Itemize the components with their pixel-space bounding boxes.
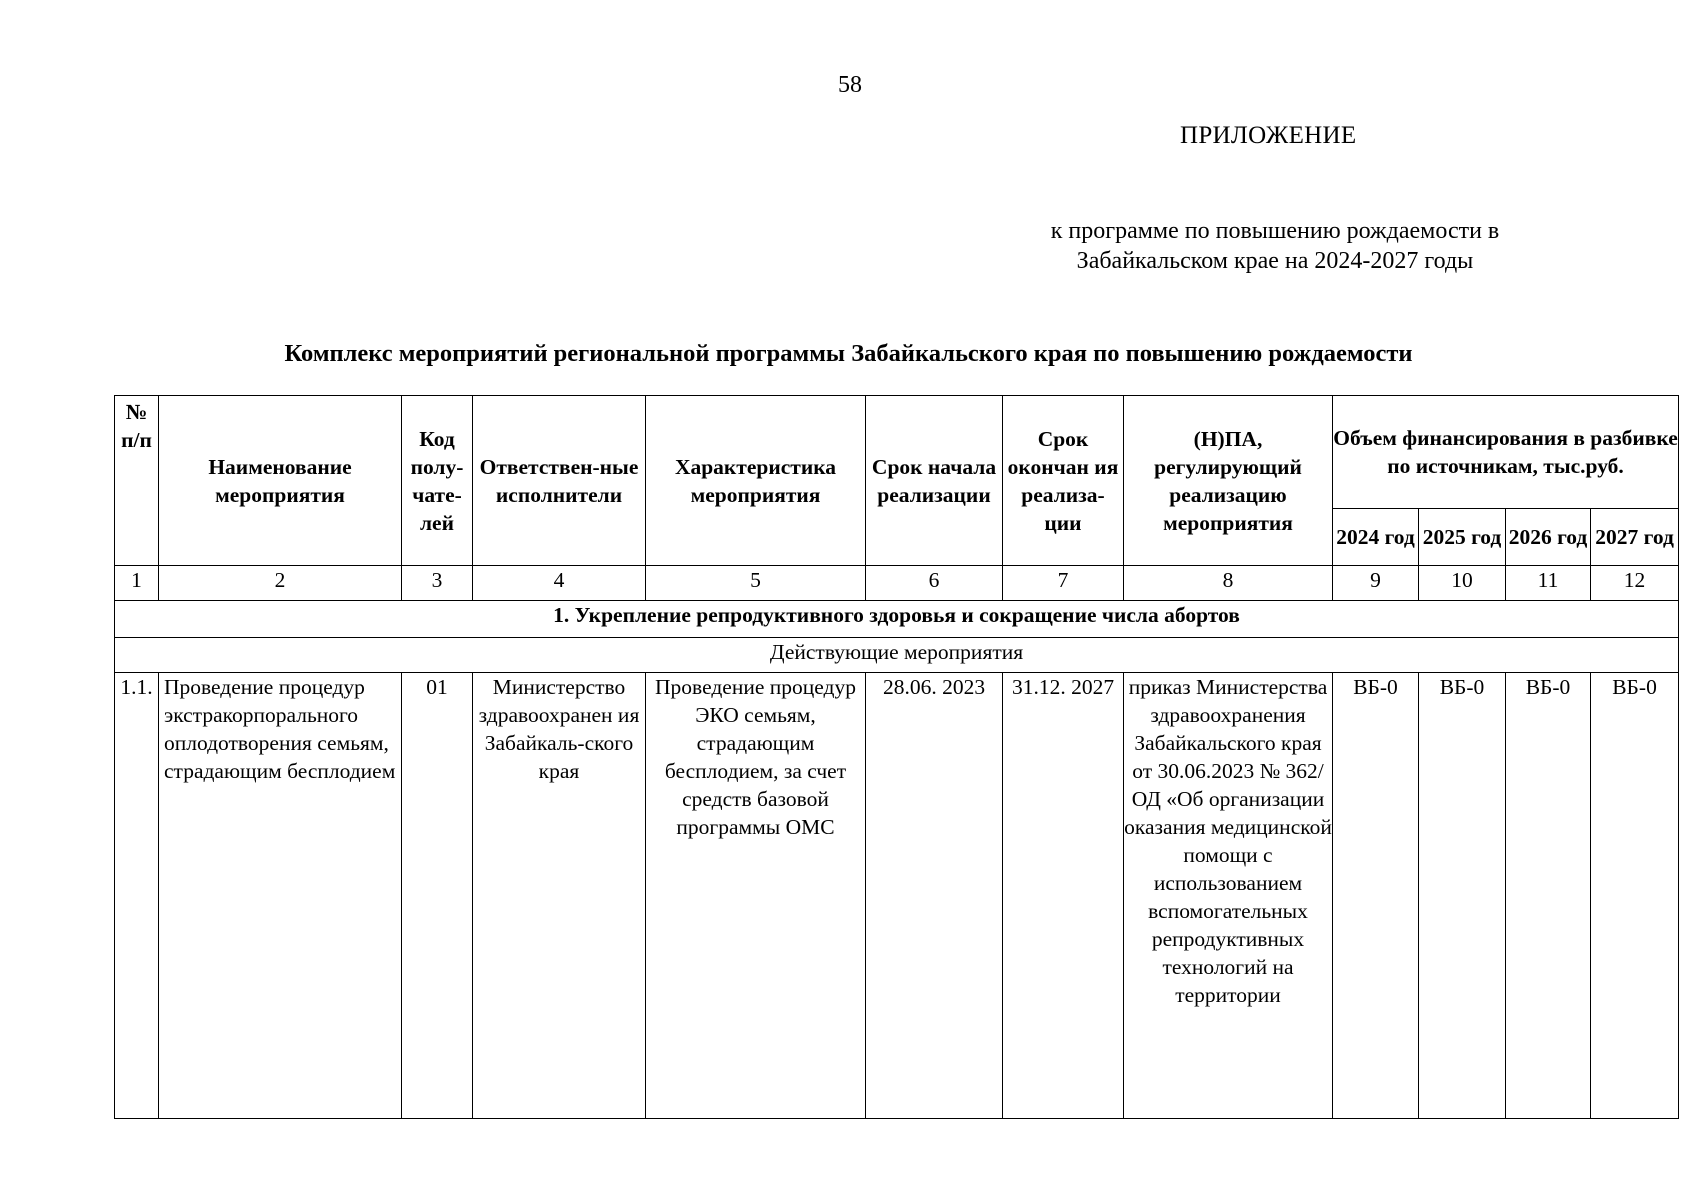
header-end: Срок окончан ия реализа-ции xyxy=(1003,396,1124,566)
subsection-row xyxy=(115,638,1679,673)
column-number: 5 xyxy=(646,566,866,601)
header-year-2026: 2026 год xyxy=(1506,509,1591,566)
header-year-2027: 2027 год xyxy=(1591,509,1679,566)
page-number: 58 xyxy=(838,72,862,98)
column-number-row xyxy=(115,566,1679,601)
header-funding: Объем финансирования в разбивке по источникам, тыс.руб. xyxy=(1333,396,1679,509)
table-row xyxy=(115,673,1679,1119)
header-responsible: Ответствен-ные исполнители xyxy=(473,396,646,566)
column-number: 10 xyxy=(1419,566,1506,601)
header-characteristic: Характеристика мероприятия xyxy=(646,396,866,566)
column-number: 2 xyxy=(159,566,402,601)
column-number: 11 xyxy=(1506,566,1591,601)
appendix-title: ПРИЛОЖЕНИЕ xyxy=(1180,122,1357,149)
section-title: 1. Укрепление репродуктивного здоровья и сокращение числа абортов xyxy=(115,601,1679,638)
row-name: Проведение процедур экстракорпорального оплодотворения семьям, страдающим бесплодием xyxy=(159,673,402,1119)
column-number: 12 xyxy=(1591,566,1679,601)
column-number: 4 xyxy=(473,566,646,601)
row-end: 31.12. 2027 xyxy=(1003,673,1124,1119)
subsection-title: Действующие мероприятия xyxy=(115,638,1679,673)
row-code: 01 xyxy=(402,673,473,1119)
column-number: 3 xyxy=(402,566,473,601)
row-funding-2024: ВБ-0 xyxy=(1333,673,1419,1119)
header-num: № п/п xyxy=(115,396,159,566)
header-npa: (Н)ПА, регулирующий реализацию мероприятия xyxy=(1124,396,1333,566)
row-npa: приказ Министерства здравоохранения Забайкальского края от 30.06.2023 № 362/ОД «Об организации оказания медицинской помощи с использованием вспомогательных репродуктивных технологий на территории xyxy=(1124,673,1333,1119)
row-num: 1.1. xyxy=(115,673,159,1119)
measures-table xyxy=(114,395,1679,1119)
document-title: Комплекс мероприятий региональной программы Забайкальского края по повышению рождаемости xyxy=(284,340,1413,367)
column-number: 1 xyxy=(115,566,159,601)
column-number: 7 xyxy=(1003,566,1124,601)
header-name: Наименование мероприятия xyxy=(159,396,402,566)
appendix-subtitle: к программе по повышению рождаемости в Забайкальском крае на 2024-2027 годы xyxy=(1050,218,1500,274)
header-start: Срок начала реализации xyxy=(866,396,1003,566)
row-funding-2026: ВБ-0 xyxy=(1506,673,1591,1119)
header-row-1 xyxy=(115,396,1679,509)
row-responsible: Министерство здравоохранен ия Забайкаль-ского края xyxy=(473,673,646,1119)
header-year-2024: 2024 год xyxy=(1333,509,1419,566)
row-start: 28.06. 2023 xyxy=(866,673,1003,1119)
header-code: Код полу-чате-лей xyxy=(402,396,473,566)
header-year-2025: 2025 год xyxy=(1419,509,1506,566)
column-number: 9 xyxy=(1333,566,1419,601)
row-characteristic: Проведение процедур ЭКО семьям, страдающим бесплодием, за счет средств базовой программы ОМС xyxy=(646,673,866,1119)
section-row xyxy=(115,601,1679,638)
row-funding-2025: ВБ-0 xyxy=(1419,673,1506,1119)
column-number: 8 xyxy=(1124,566,1333,601)
row-funding-2027: ВБ-0 xyxy=(1591,673,1679,1119)
column-number: 6 xyxy=(866,566,1003,601)
